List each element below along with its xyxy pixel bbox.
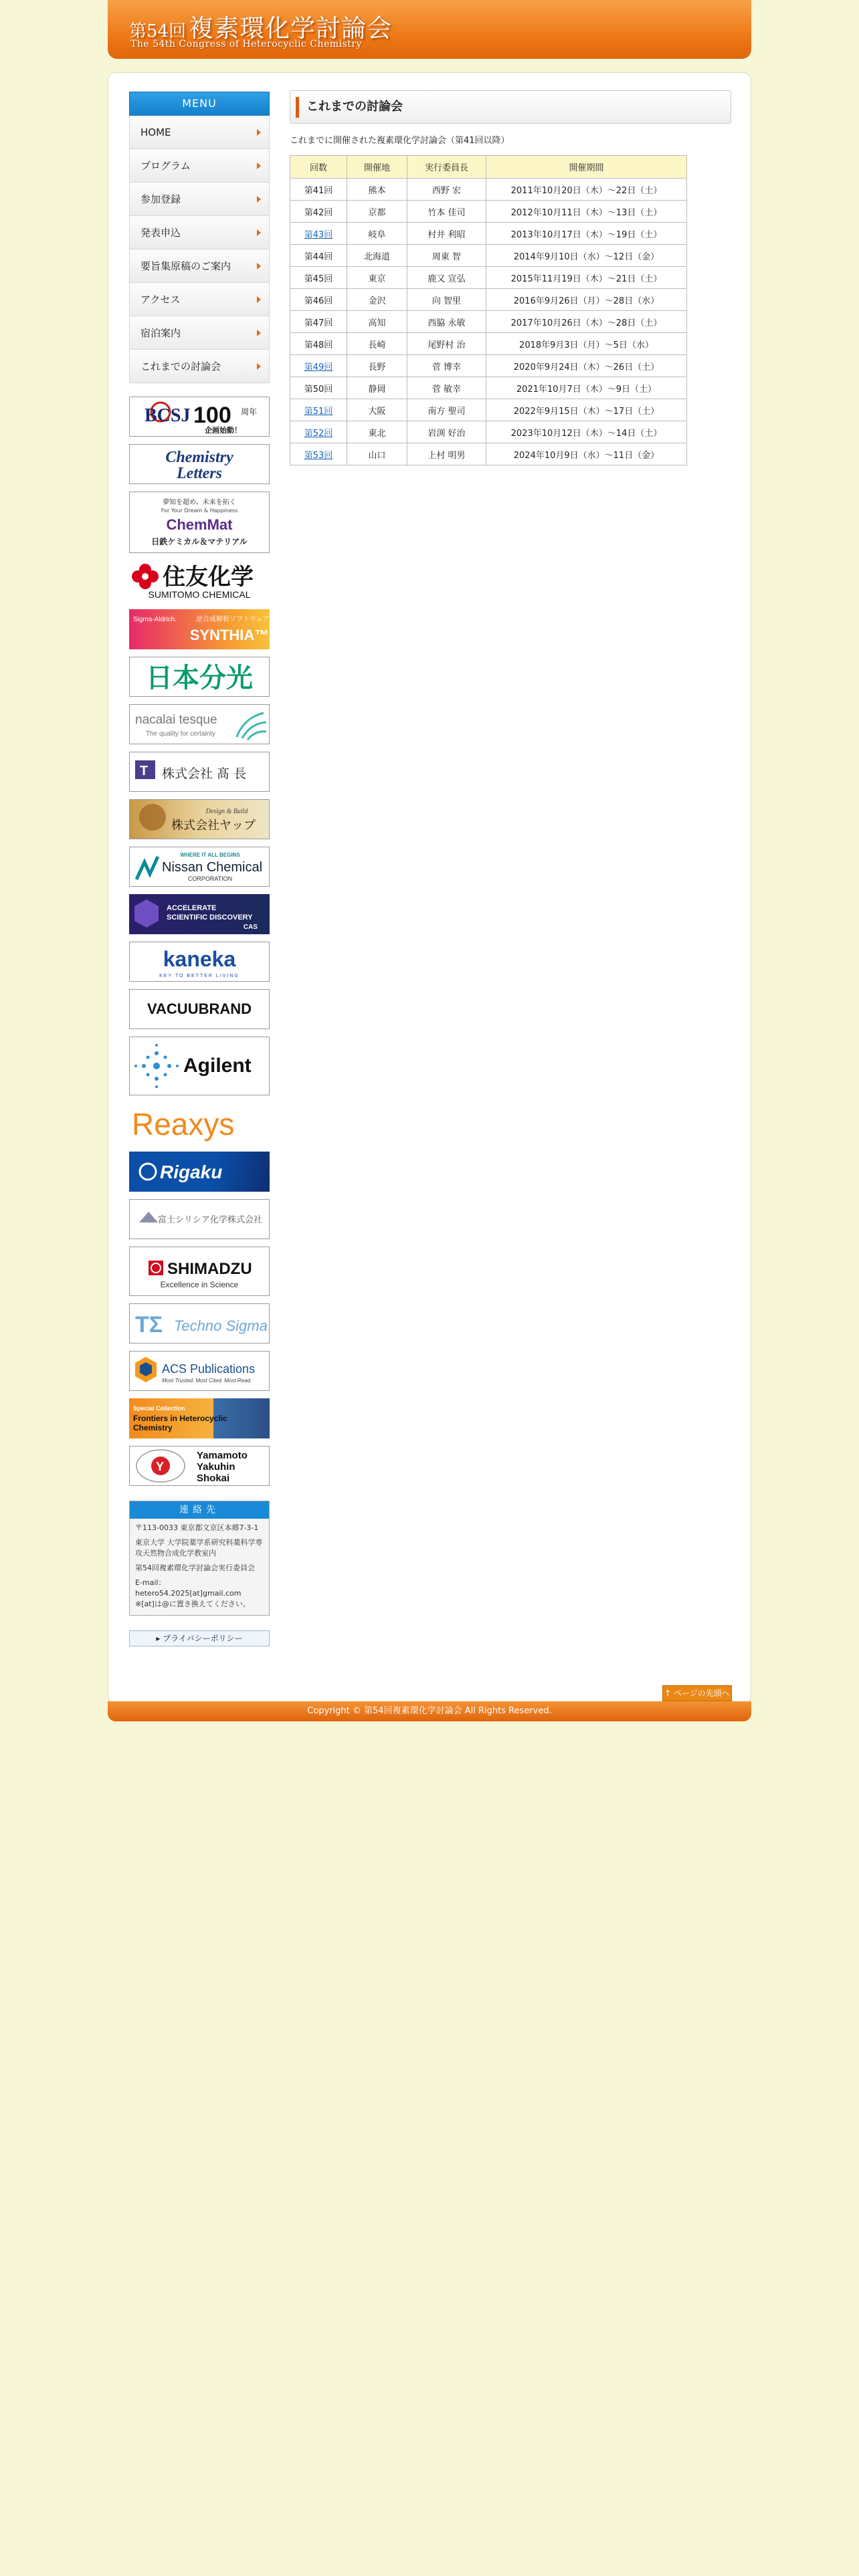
svg-text:Rigaku: Rigaku bbox=[160, 1162, 223, 1182]
chair-name-cell: 村井 利昭 bbox=[407, 223, 486, 245]
sidebar-item-registration[interactable] bbox=[129, 183, 270, 216]
svg-text:Chemistry: Chemistry bbox=[133, 1423, 173, 1432]
chair-name-cell: 鹿又 宣弘 bbox=[407, 267, 486, 289]
meeting-number-cell: 第47回 bbox=[290, 311, 347, 333]
page-title: これまでの討論会 bbox=[306, 100, 403, 114]
svg-text:Chemistry: Chemistry bbox=[165, 449, 233, 466]
meeting-number-cell: 第48回 bbox=[290, 333, 347, 355]
sumitomo-logo bbox=[129, 560, 270, 602]
page-top-button[interactable] bbox=[662, 1685, 732, 1701]
meeting-number-cell: 第44回 bbox=[290, 245, 347, 267]
meeting-dates-cell: 2017年10月26日（木）〜28日（土） bbox=[486, 311, 687, 333]
svg-text:Techno Sigma: Techno Sigma bbox=[174, 1317, 268, 1334]
venue-cell: 北海道 bbox=[347, 245, 407, 267]
acs-logo bbox=[130, 1352, 269, 1390]
svg-text:ACCELERATE: ACCELERATE bbox=[167, 904, 217, 912]
svg-text:Yamamoto: Yamamoto bbox=[197, 1450, 248, 1461]
contact-title: 連絡先 bbox=[130, 1501, 269, 1519]
svg-text:SUMITOMO CHEMICAL: SUMITOMO CHEMICAL bbox=[148, 589, 251, 600]
arrow-right-icon bbox=[257, 196, 261, 203]
meeting-link[interactable]: 第49回 bbox=[290, 355, 347, 377]
banner-yap[interactable] bbox=[129, 799, 270, 839]
svg-text:BCSJ: BCSJ bbox=[145, 405, 191, 426]
privacy-policy-link[interactable] bbox=[129, 1630, 270, 1646]
banner-nissan-chemical[interactable] bbox=[129, 847, 270, 887]
svg-text:CAS: CAS bbox=[243, 924, 258, 931]
svg-text:日本分光: 日本分光 bbox=[146, 663, 253, 693]
contact-box bbox=[129, 1501, 270, 1616]
sidebar-item-label: 参加登録 bbox=[140, 193, 181, 205]
svg-text:kaneka: kaneka bbox=[163, 947, 236, 971]
meeting-number-cell: 第41回 bbox=[290, 179, 347, 201]
chair-name-cell: 上村 明男 bbox=[407, 443, 486, 465]
meeting-dates-cell: 2024年10月9日（水）〜11日（金） bbox=[486, 443, 687, 465]
meeting-dates-cell: 2018年9月3日（月）〜5日（水） bbox=[486, 333, 687, 355]
meeting-dates-cell: 2011年10月20日（木）〜22日（土） bbox=[486, 179, 687, 201]
banner-kaneka[interactable] bbox=[129, 942, 270, 982]
copyright: Copyright © 第54回複素環化学討論会 All Rights Reserved. bbox=[307, 1706, 552, 1716]
svg-text:日鉄ケミカル＆マテリアル: 日鉄ケミカル＆マテリアル bbox=[151, 537, 248, 546]
menu-heading: MENU bbox=[129, 92, 270, 116]
contact-committee: 第54回複素環化学討論会実行委員会 bbox=[135, 1564, 255, 1572]
banner-chemmat[interactable] bbox=[129, 492, 270, 553]
site-footer bbox=[108, 1701, 751, 1721]
contact-email-note: ※[at]は@に置き換えてください。 bbox=[135, 1600, 250, 1608]
page-title-box bbox=[290, 90, 731, 124]
svg-text:For Your Dream & Happiness: For Your Dream & Happiness bbox=[161, 508, 238, 514]
meeting-link[interactable]: 第51回 bbox=[290, 399, 347, 421]
intro-text: これまでに開催された複素環化学討論会（第41回以降） bbox=[290, 136, 510, 146]
svg-text:T: T bbox=[140, 764, 149, 778]
meeting-dates-cell: 2012年10月11日（木）〜13日（土） bbox=[486, 201, 687, 223]
banner-fuji-silysia[interactable] bbox=[129, 1199, 270, 1239]
rigaku-logo bbox=[129, 1152, 270, 1192]
sidebar bbox=[129, 92, 270, 1646]
svg-text:Design & Build: Design & Build bbox=[205, 808, 248, 815]
meeting-dates-cell: 2021年10月7日（木）〜9日（土） bbox=[486, 377, 687, 399]
svg-text:Sigma-Aldrich.: Sigma-Aldrich. bbox=[133, 616, 177, 623]
arrow-right-icon bbox=[257, 330, 261, 336]
chair-name-cell: 菅 博幸 bbox=[407, 355, 486, 377]
svg-text:nacalai tesque: nacalai tesque bbox=[135, 713, 217, 727]
svg-text:Most Trusted. Most Cited. Most: Most Trusted. Most Cited. Most Read. bbox=[162, 1378, 252, 1384]
techno-sigma-logo bbox=[130, 1304, 269, 1343]
sidebar-item-home[interactable] bbox=[129, 116, 270, 149]
svg-text:夢知を超め、未来を拓く: 夢知を超め、未来を拓く bbox=[163, 499, 236, 506]
banner-nihonbunko[interactable] bbox=[129, 657, 270, 697]
bcsj-logo bbox=[130, 397, 269, 436]
svg-text:ACS Publications: ACS Publications bbox=[162, 1362, 256, 1376]
svg-text:企画始動！: 企画始動！ bbox=[205, 426, 242, 435]
meeting-link[interactable]: 第43回 bbox=[290, 223, 347, 245]
site-title-main: 複素環化学討論会 bbox=[189, 14, 393, 43]
table-row bbox=[290, 267, 687, 289]
column-header: 実行委員長 bbox=[407, 156, 486, 179]
sidebar-item-label: プログラム bbox=[140, 160, 191, 172]
svg-text:Y: Y bbox=[156, 1460, 165, 1473]
venue-cell: 東北 bbox=[347, 421, 407, 443]
frontiers-logo bbox=[129, 1398, 270, 1438]
nissan-chemical-logo bbox=[130, 847, 269, 886]
chair-name-cell: 竹本 佳司 bbox=[407, 201, 486, 223]
reaxys-logo bbox=[129, 1103, 270, 1144]
sidebar-item-label: 発表申込 bbox=[140, 227, 181, 239]
fuji-silysia-logo bbox=[130, 1200, 269, 1239]
banner-shimadzu[interactable] bbox=[129, 1247, 270, 1296]
table-row bbox=[290, 355, 687, 377]
contact-email: hetero54.2025[at]gmail.com bbox=[135, 1589, 242, 1598]
table-row bbox=[290, 333, 687, 355]
arrow-right-icon bbox=[257, 263, 261, 270]
kaneka-logo bbox=[130, 942, 269, 981]
chair-name-cell: 菅 敏幸 bbox=[407, 377, 486, 399]
svg-text:株式会社ヤップ: 株式会社ヤップ bbox=[171, 819, 256, 833]
svg-text:逆合成解析ソフトウェア: 逆合成解析ソフトウェア bbox=[196, 616, 270, 623]
venue-cell: 静岡 bbox=[347, 377, 407, 399]
sidebar-item-label: HOME bbox=[140, 126, 171, 138]
chair-name-cell: 西脇 永敏 bbox=[407, 311, 486, 333]
svg-text:株式会社 髙 長: 株式会社 髙 長 bbox=[162, 766, 247, 781]
arrow-right-icon bbox=[257, 163, 261, 169]
yap-mark-icon bbox=[139, 804, 166, 831]
meeting-number-cell: 第45回 bbox=[290, 267, 347, 289]
svg-text:Yakuhin: Yakuhin bbox=[197, 1461, 235, 1473]
sidebar-item-abstract[interactable] bbox=[129, 249, 270, 283]
table-row bbox=[290, 399, 687, 421]
sidebar-item-accommodation[interactable] bbox=[129, 316, 270, 350]
chair-name-cell: 西野 宏 bbox=[407, 179, 486, 201]
svg-text:SCIENTIFIC DISCOVERY: SCIENTIFIC DISCOVERY bbox=[167, 914, 253, 922]
column-header: 回数 bbox=[290, 156, 347, 179]
agilent-spark-icon bbox=[134, 1044, 179, 1088]
banner-vacuubrand[interactable] bbox=[129, 989, 270, 1029]
table-row bbox=[290, 377, 687, 399]
arrow-right-icon bbox=[257, 363, 261, 370]
cas-hex-icon bbox=[134, 899, 159, 928]
table-header-row bbox=[290, 156, 687, 179]
arrow-right-icon bbox=[257, 296, 261, 303]
venue-cell: 京都 bbox=[347, 201, 407, 223]
meeting-number-cell: 第42回 bbox=[290, 201, 347, 223]
venue-cell: 金沢 bbox=[347, 289, 407, 311]
svg-text:100: 100 bbox=[193, 403, 231, 428]
contact-address: 〒113-0033 東京都文京区本郷7-3-1 bbox=[135, 1523, 259, 1532]
sidebar-item-label: 要旨集原稿のご案内 bbox=[140, 260, 231, 272]
svg-text:Reaxys: Reaxys bbox=[132, 1107, 235, 1142]
page-top-label: ページの先頭へ bbox=[674, 1689, 730, 1698]
chair-name-cell: 岩渕 好治 bbox=[407, 421, 486, 443]
yap-logo bbox=[130, 800, 269, 839]
nissan-mark-icon bbox=[136, 857, 158, 879]
privacy-policy-label: プライバシーポリシー bbox=[163, 1634, 243, 1643]
main-content bbox=[290, 90, 731, 465]
banner-sumitomo[interactable] bbox=[129, 560, 270, 602]
heading-bar bbox=[296, 97, 299, 118]
table-row bbox=[290, 201, 687, 223]
cas-logo bbox=[129, 894, 270, 934]
banner-acs[interactable] bbox=[129, 1351, 270, 1391]
table-row bbox=[290, 289, 687, 311]
svg-text:Nissan Chemical: Nissan Chemical bbox=[162, 860, 263, 875]
svg-text:Agilent: Agilent bbox=[183, 1055, 252, 1077]
meeting-dates-cell: 2015年11月19日（木）〜21日（土） bbox=[486, 267, 687, 289]
svg-text:Frontiers in Heterocyclic: Frontiers in Heterocyclic bbox=[133, 1414, 227, 1423]
sidebar-item-access[interactable] bbox=[129, 283, 270, 316]
svg-text:ChemMat: ChemMat bbox=[166, 516, 233, 533]
nacalai-logo bbox=[130, 705, 269, 744]
sidebar-item-presentation[interactable] bbox=[129, 216, 270, 249]
chemmat-logo bbox=[130, 492, 269, 552]
arrow-up-icon: ↑ bbox=[664, 1689, 674, 1698]
sidebar-item-label: アクセス bbox=[140, 294, 181, 306]
vacuubrand-logo bbox=[130, 990, 269, 1029]
meeting-link[interactable]: 第52回 bbox=[290, 421, 347, 443]
venue-cell: 岐阜 bbox=[347, 223, 407, 245]
meeting-dates-cell: 2022年9月15日（木）〜17日（土） bbox=[486, 399, 687, 421]
meeting-link[interactable]: 第53回 bbox=[290, 443, 347, 465]
table-row bbox=[290, 443, 687, 465]
banner-bcsj[interactable] bbox=[129, 397, 270, 437]
banner-cas[interactable] bbox=[129, 894, 270, 934]
table-row bbox=[290, 245, 687, 267]
venue-cell: 長野 bbox=[347, 355, 407, 377]
venue-cell: 高知 bbox=[347, 311, 407, 333]
venue-cell: 長崎 bbox=[347, 333, 407, 355]
meeting-dates-cell: 2014年9月10日（水）〜12日（金） bbox=[486, 245, 687, 267]
meeting-number-cell: 第46回 bbox=[290, 289, 347, 311]
arrow-right-icon: ▸ bbox=[156, 1634, 163, 1643]
contact-affiliation: 東京大学 大学院薬学系研究科薬科学専攻天然物合成化学教室内 bbox=[135, 1538, 263, 1558]
arrow-right-icon bbox=[257, 229, 261, 236]
svg-text:SYNTHIA™: SYNTHIA™ bbox=[189, 627, 270, 643]
site-subtitle: The 54th Congress of Heterocyclic Chemistry bbox=[130, 39, 363, 49]
sidebar-item-past[interactable] bbox=[129, 350, 270, 383]
shimadzu-logo bbox=[130, 1247, 269, 1295]
chemistry-letters-logo bbox=[130, 445, 269, 484]
techno-sigma-mark-icon: TΣ bbox=[135, 1312, 163, 1337]
svg-text:Excellence in Science: Excellence in Science bbox=[160, 1280, 239, 1289]
venue-cell: 山口 bbox=[347, 443, 407, 465]
venue-cell: 大阪 bbox=[347, 399, 407, 421]
banner-synthia[interactable] bbox=[129, 609, 270, 649]
banner-techno-sigma[interactable] bbox=[129, 1303, 270, 1344]
meeting-dates-cell: 2013年10月17日（木）〜19日（土） bbox=[486, 223, 687, 245]
sidebar-item-program[interactable] bbox=[129, 149, 270, 183]
svg-text:Special Collection: Special Collection bbox=[133, 1405, 185, 1412]
svg-text:The quality for certainty: The quality for certainty bbox=[146, 730, 215, 738]
chair-name-cell: 向 智里 bbox=[407, 289, 486, 311]
meeting-dates-cell: 2016年9月26日（月）〜28日（水） bbox=[486, 289, 687, 311]
synthia-logo bbox=[129, 609, 270, 649]
site-title-number: 第54回 bbox=[129, 21, 187, 41]
venue-cell: 東京 bbox=[347, 267, 407, 289]
arrow-right-icon bbox=[257, 129, 261, 136]
venue-cell: 熊本 bbox=[347, 179, 407, 201]
svg-text:富士シリシア化学株式会社: 富士シリシア化学株式会社 bbox=[157, 1215, 263, 1225]
banner-agilent[interactable] bbox=[129, 1037, 270, 1095]
takacho-logo bbox=[130, 752, 269, 791]
chair-name-cell: 周東 智 bbox=[407, 245, 486, 267]
fuji-mount-icon bbox=[139, 1212, 158, 1222]
svg-text:CORPORATION: CORPORATION bbox=[187, 875, 233, 882]
table-row bbox=[290, 179, 687, 201]
table-row bbox=[290, 223, 687, 245]
sidebar-item-label: 宿泊案内 bbox=[140, 327, 181, 339]
banner-nacalai[interactable] bbox=[129, 704, 270, 744]
svg-text:VACUUBRAND: VACUUBRAND bbox=[147, 1000, 252, 1017]
svg-text:周年: 周年 bbox=[241, 407, 258, 417]
column-header: 開催地 bbox=[347, 156, 407, 179]
sponsor-banners bbox=[129, 397, 270, 1486]
svg-text:WHERE IT ALL BEGINS: WHERE IT ALL BEGINS bbox=[180, 852, 240, 858]
chair-name-cell: 南方 聖司 bbox=[407, 399, 486, 421]
meeting-dates-cell: 2020年9月24日（木）〜26日（土） bbox=[486, 355, 687, 377]
rigaku-mark-icon bbox=[140, 1164, 156, 1180]
svg-text:Letters: Letters bbox=[177, 465, 222, 482]
svg-text:SHIMADZU: SHIMADZU bbox=[167, 1260, 252, 1278]
banner-rigaku[interactable] bbox=[129, 1152, 270, 1192]
banner-frontiers[interactable] bbox=[129, 1398, 270, 1438]
content-container bbox=[108, 72, 751, 1704]
svg-text:Shokai: Shokai bbox=[197, 1473, 230, 1484]
banner-reaxys[interactable] bbox=[129, 1103, 270, 1144]
site-header bbox=[108, 0, 751, 59]
contact-email-label: E-mail： bbox=[135, 1578, 166, 1587]
banner-takacho[interactable] bbox=[129, 752, 270, 792]
past-meetings-table bbox=[290, 155, 687, 465]
table-row bbox=[290, 311, 687, 333]
yamamoto-logo bbox=[130, 1446, 269, 1485]
svg-text:KEY TO BETTER LIVING: KEY TO BETTER LIVING bbox=[159, 974, 240, 978]
chair-name-cell: 尾野村 治 bbox=[407, 333, 486, 355]
meeting-dates-cell: 2023年10月12日（木）〜14日（土） bbox=[486, 421, 687, 443]
nihonbunko-logo bbox=[130, 657, 269, 696]
table-row bbox=[290, 421, 687, 443]
meeting-number-cell: 第50回 bbox=[290, 377, 347, 399]
sidebar-item-label: これまでの討論会 bbox=[140, 360, 221, 372]
svg-text:住友化学: 住友化学 bbox=[163, 564, 254, 591]
banner-chemistry-letters[interactable] bbox=[129, 444, 270, 484]
agilent-logo bbox=[130, 1037, 269, 1095]
banner-yamamoto[interactable] bbox=[129, 1446, 270, 1486]
column-header: 開催期間 bbox=[486, 156, 687, 179]
nacalai-mark-icon bbox=[237, 713, 266, 740]
